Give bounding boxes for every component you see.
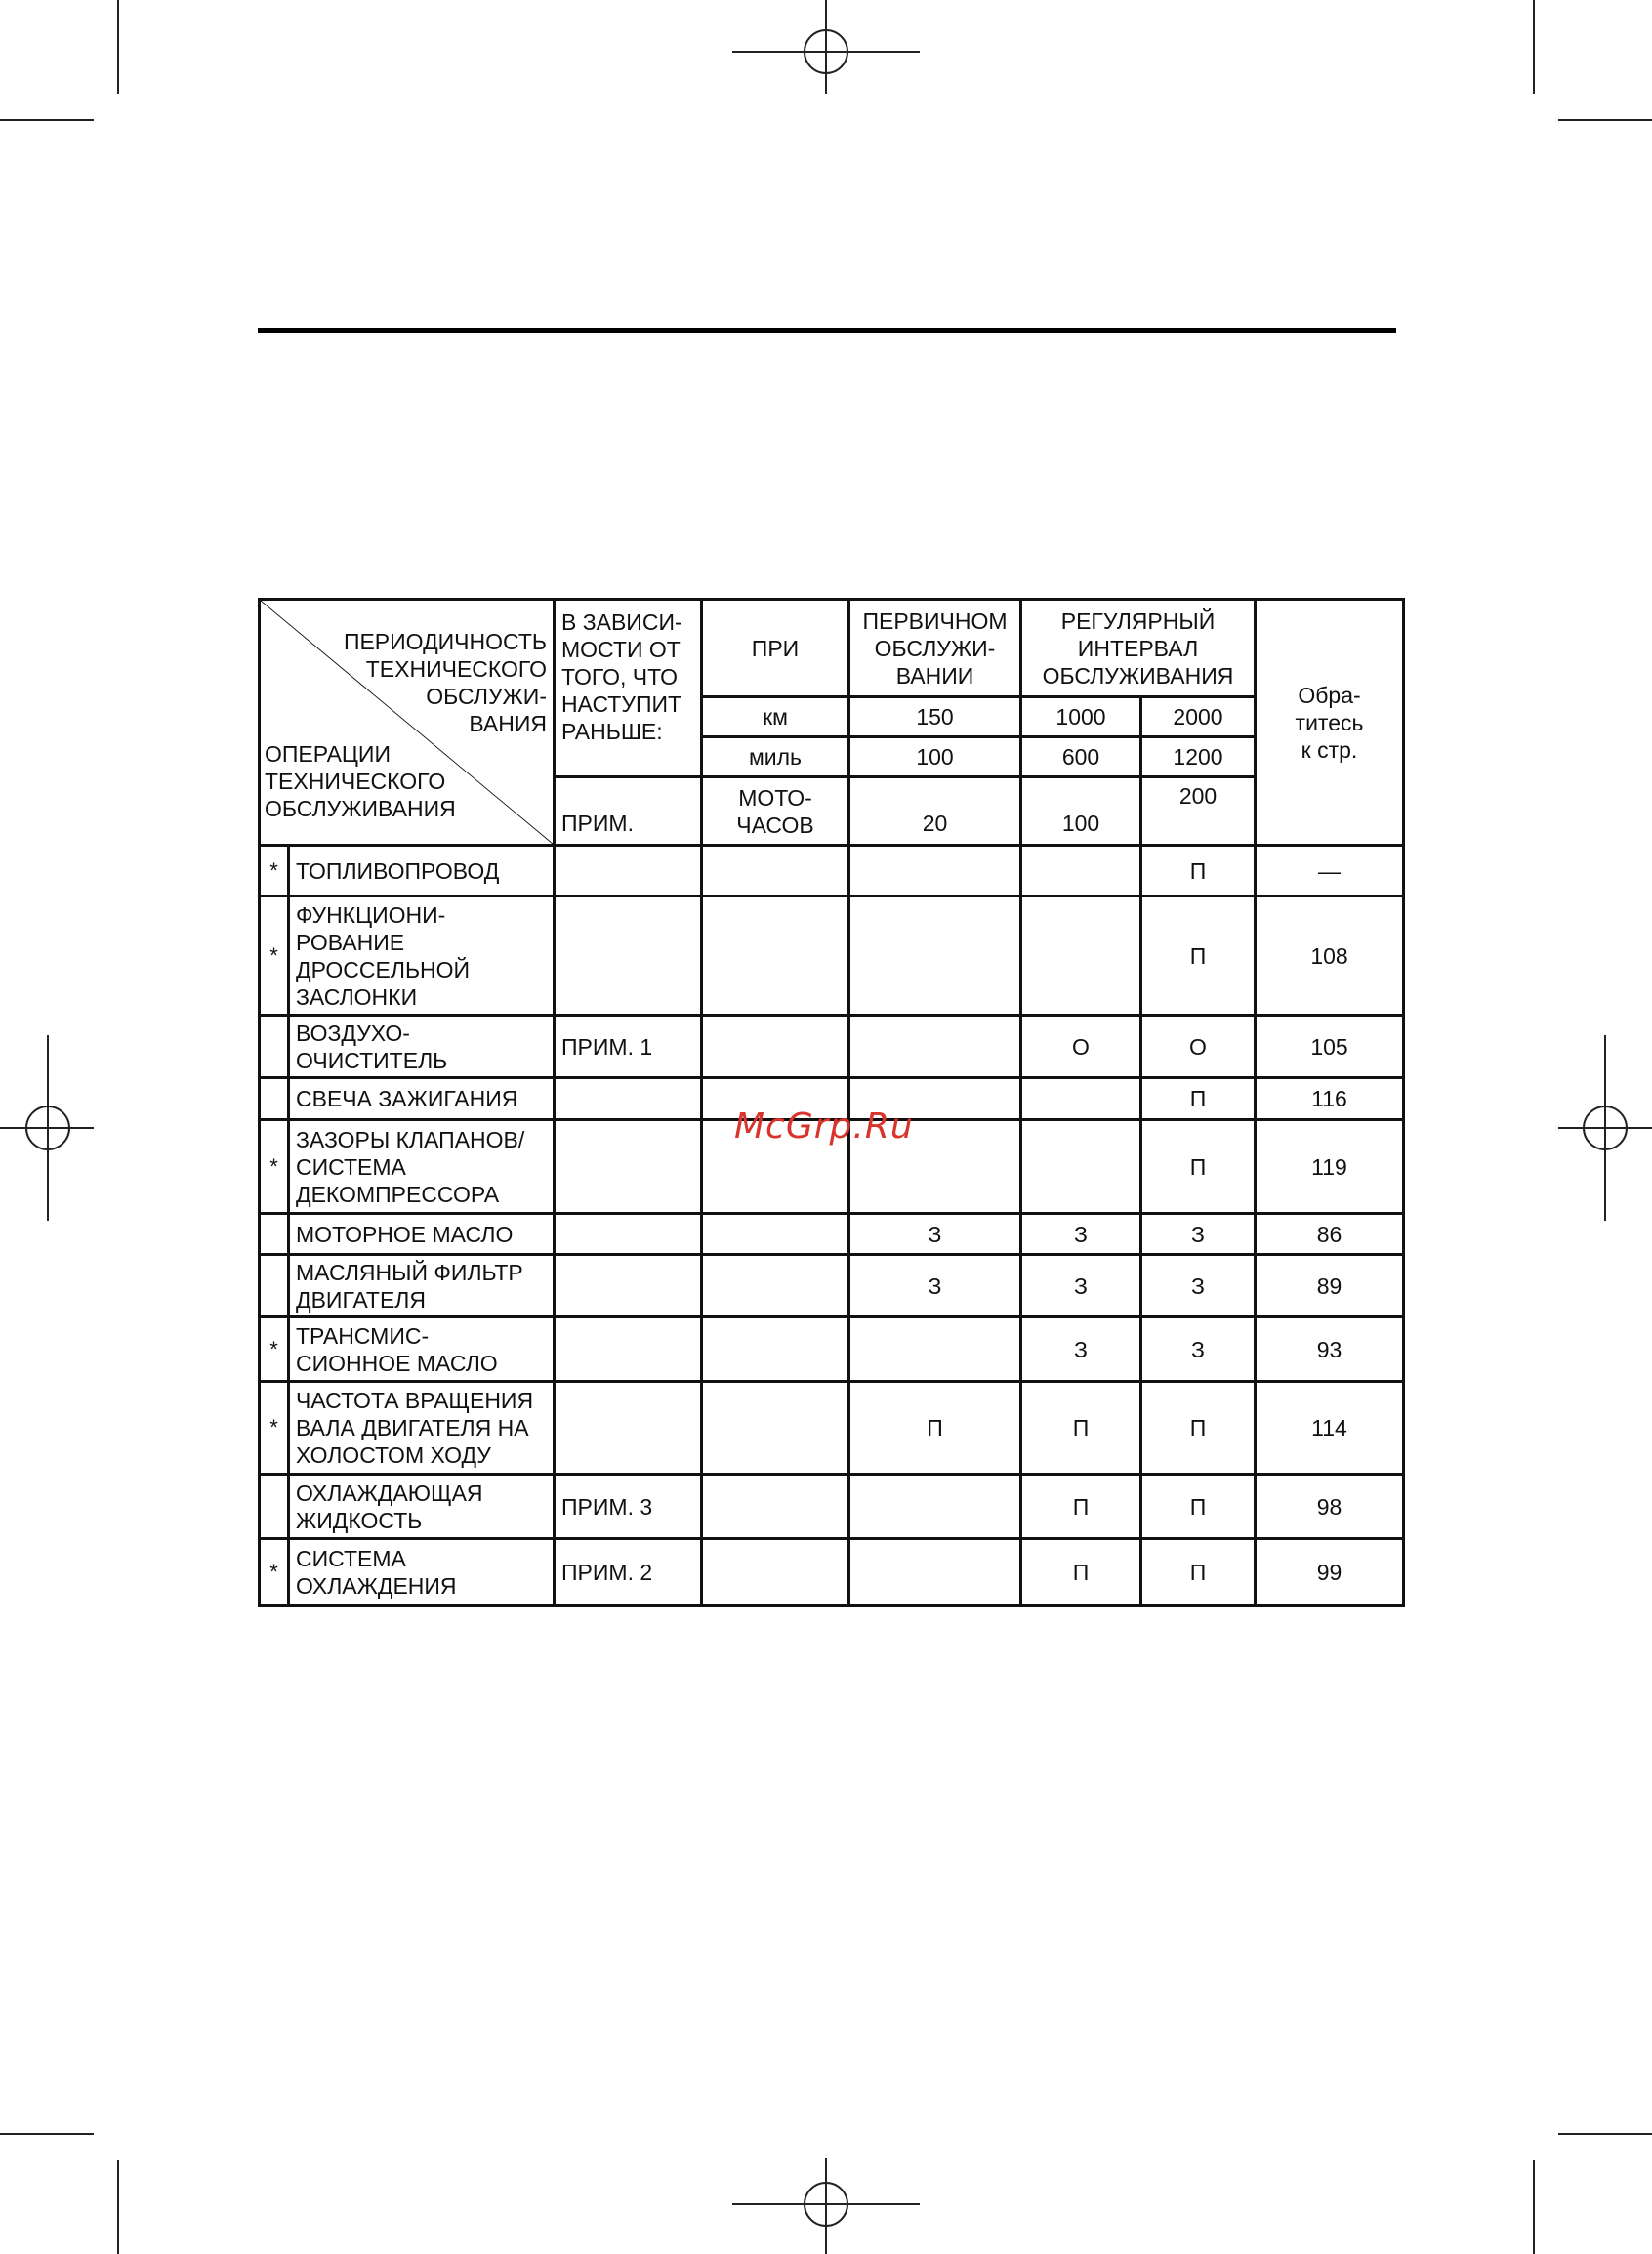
at-heading: ПРИ (702, 600, 849, 697)
refer-page-heading: Обра- титесь к стр. (1256, 600, 1404, 846)
initial-cell (849, 1475, 1021, 1539)
initial-cell: З (849, 1255, 1021, 1317)
initial-cell (849, 897, 1021, 1016)
registration-mark (804, 29, 848, 74)
at-cell (702, 1214, 849, 1255)
at-cell (702, 1317, 849, 1382)
mile-value: 600 (1021, 737, 1141, 777)
operation-name: ТОПЛИВОПРОВОД (289, 846, 555, 897)
page-ref: 108 (1256, 897, 1404, 1016)
hours-value: 100 (1021, 777, 1141, 846)
schedule-body (260, 846, 1404, 1606)
operation-name: ОХЛАЖДАЮЩАЯ ЖИДКОСТЬ (289, 1475, 555, 1539)
page-ref: 89 (1256, 1255, 1404, 1317)
page-ref: 119 (1256, 1120, 1404, 1214)
dealer-mark (260, 1214, 289, 1255)
regular-cell: О (1021, 1016, 1141, 1078)
crop-mark (117, 0, 119, 94)
table-row (260, 897, 1404, 1016)
at-cell (702, 897, 849, 1016)
dealer-mark (260, 1016, 289, 1078)
regular-cell: З (1021, 1317, 1141, 1382)
dealer-mark (260, 1078, 289, 1120)
registration-mark (1583, 1106, 1628, 1150)
page-ref: 98 (1256, 1475, 1404, 1539)
km-value: 2000 (1141, 697, 1256, 737)
hours-label: МОТО- ЧАСОВ (702, 777, 849, 846)
regular-cell: З (1021, 1214, 1141, 1255)
regular-cell (1021, 846, 1141, 897)
operation-name: СИСТЕМА ОХЛАЖДЕНИЯ (289, 1539, 555, 1606)
note-cell: ПРИМ. 1 (555, 1016, 702, 1078)
table-row (260, 1016, 1404, 1078)
note-cell: ПРИМ. 2 (555, 1539, 702, 1606)
crop-mark (1533, 2160, 1535, 2254)
operation-name: ФУНКЦИОНИ- РОВАНИЕ ДРОССЕЛЬНОЙ ЗАСЛОНКИ (289, 897, 555, 1016)
note-cell (555, 1120, 702, 1214)
operation-name: ЧАСТОТА ВРАЩЕНИЯ ВАЛА ДВИГАТЕЛЯ НА ХОЛОСТОМ ХОДУ (289, 1382, 555, 1475)
whichever-first-heading: В ЗАВИСИ- МОСТИ ОТ ТОГО, ЧТО НАСТУПИТ РАНЬШЕ: (555, 600, 702, 777)
table-row (260, 1475, 1404, 1539)
crop-mark (0, 119, 94, 121)
regular-cell: П (1021, 1475, 1141, 1539)
at-cell (702, 1539, 849, 1606)
table-row (260, 1317, 1404, 1382)
note-cell: ПРИМ. 3 (555, 1475, 702, 1539)
dealer-mark: * (260, 1382, 289, 1475)
regular-cell: З (1141, 1214, 1256, 1255)
diagonal-header-cell (260, 600, 555, 846)
page-ref: 86 (1256, 1214, 1404, 1255)
initial-cell (849, 1016, 1021, 1078)
regular-interval-heading: РЕГУЛЯРНЫЙ ИНТЕРВАЛ ОБСЛУЖИВАНИЯ (1021, 600, 1256, 697)
operation-name: СВЕЧА ЗАЖИГАНИЯ (289, 1078, 555, 1120)
crop-mark (1558, 119, 1652, 121)
dealer-mark: * (260, 897, 289, 1016)
operations-heading: ОПЕРАЦИИ ТЕХНИЧЕСКОГО ОБСЛУЖИВАНИЯ (265, 741, 456, 821)
page-ref: 114 (1256, 1382, 1404, 1475)
regular-cell: П (1141, 1539, 1256, 1606)
dealer-mark: * (260, 846, 289, 897)
initial-cell (849, 1317, 1021, 1382)
note-label: ПРИМ. (555, 777, 702, 846)
crop-mark (1558, 2133, 1652, 2135)
interval-heading: ПЕРИОДИЧНОСТЬ ТЕХНИЧЕСКОГО ОБСЛУЖИ- ВАНИЯ (343, 629, 547, 736)
regular-cell: П (1141, 1120, 1256, 1214)
operation-name: ТРАНСМИС- СИОННОЕ МАСЛО (289, 1317, 555, 1382)
regular-cell: П (1141, 846, 1256, 897)
regular-cell: П (1021, 1382, 1141, 1475)
at-cell (702, 1382, 849, 1475)
table-row (260, 1255, 1404, 1317)
initial-cell: П (849, 1382, 1021, 1475)
regular-cell: З (1141, 1317, 1256, 1382)
page-ref: 116 (1256, 1078, 1404, 1120)
regular-cell (1021, 1078, 1141, 1120)
table-row (260, 1539, 1404, 1606)
at-cell (702, 1016, 849, 1078)
mile-label: миль (702, 737, 849, 777)
dealer-mark (260, 1255, 289, 1317)
crop-mark (1533, 0, 1535, 94)
regular-cell: О (1141, 1016, 1256, 1078)
note-cell (555, 897, 702, 1016)
regular-cell: З (1141, 1255, 1256, 1317)
header-rule (258, 328, 1396, 333)
at-cell (702, 846, 849, 897)
note-cell (555, 1317, 702, 1382)
crop-mark (117, 2160, 119, 2254)
initial-cell (849, 846, 1021, 897)
note-cell (555, 1382, 702, 1475)
dealer-mark: * (260, 1317, 289, 1382)
registration-mark (804, 2182, 848, 2227)
header-row (260, 600, 1404, 697)
initial-cell: З (849, 1214, 1021, 1255)
operation-name: ВОЗДУХО- ОЧИСТИТЕЛЬ (289, 1016, 555, 1078)
note-cell (555, 846, 702, 897)
note-cell (555, 1214, 702, 1255)
km-value: 1000 (1021, 697, 1141, 737)
operation-name: ЗАЗОРЫ КЛАПАНОВ/ СИСТЕМА ДЕКОМПРЕССОРА (289, 1120, 555, 1214)
regular-cell: П (1021, 1539, 1141, 1606)
dealer-mark: * (260, 1120, 289, 1214)
page-ref: 105 (1256, 1016, 1404, 1078)
table-row (260, 1382, 1404, 1475)
page-ref: 99 (1256, 1539, 1404, 1606)
note-cell (555, 1255, 702, 1317)
initial-service-heading: ПЕРВИЧНОМ ОБСЛУЖИ- ВАНИИ (849, 600, 1021, 697)
registration-mark (25, 1106, 70, 1150)
regular-cell (1021, 897, 1141, 1016)
at-cell (702, 1255, 849, 1317)
dealer-mark (260, 1475, 289, 1539)
km-label: км (702, 697, 849, 737)
regular-cell: П (1141, 1475, 1256, 1539)
dealer-mark: * (260, 1539, 289, 1606)
maintenance-schedule-table (258, 598, 1405, 1607)
mile-value: 100 (849, 737, 1021, 777)
mile-value: 1200 (1141, 737, 1256, 777)
operation-name: МОТОРНОЕ МАСЛО (289, 1214, 555, 1255)
hours-value: 200 (1141, 777, 1256, 846)
regular-cell (1021, 1120, 1141, 1214)
watermark: McGrp.Ru (734, 1106, 914, 1147)
table-row (260, 846, 1404, 897)
regular-cell: П (1141, 1382, 1256, 1475)
table-row (260, 1214, 1404, 1255)
regular-cell: З (1021, 1255, 1141, 1317)
page-ref: — (1256, 846, 1404, 897)
at-cell (702, 1475, 849, 1539)
regular-cell: П (1141, 1078, 1256, 1120)
initial-cell (849, 1539, 1021, 1606)
km-value: 150 (849, 697, 1021, 737)
page-ref: 93 (1256, 1317, 1404, 1382)
hours-value: 20 (849, 777, 1021, 846)
regular-cell: П (1141, 897, 1256, 1016)
operation-name: МАСЛЯНЫЙ ФИЛЬТР ДВИГАТЕЛЯ (289, 1255, 555, 1317)
note-cell (555, 1078, 702, 1120)
crop-mark (0, 2133, 94, 2135)
